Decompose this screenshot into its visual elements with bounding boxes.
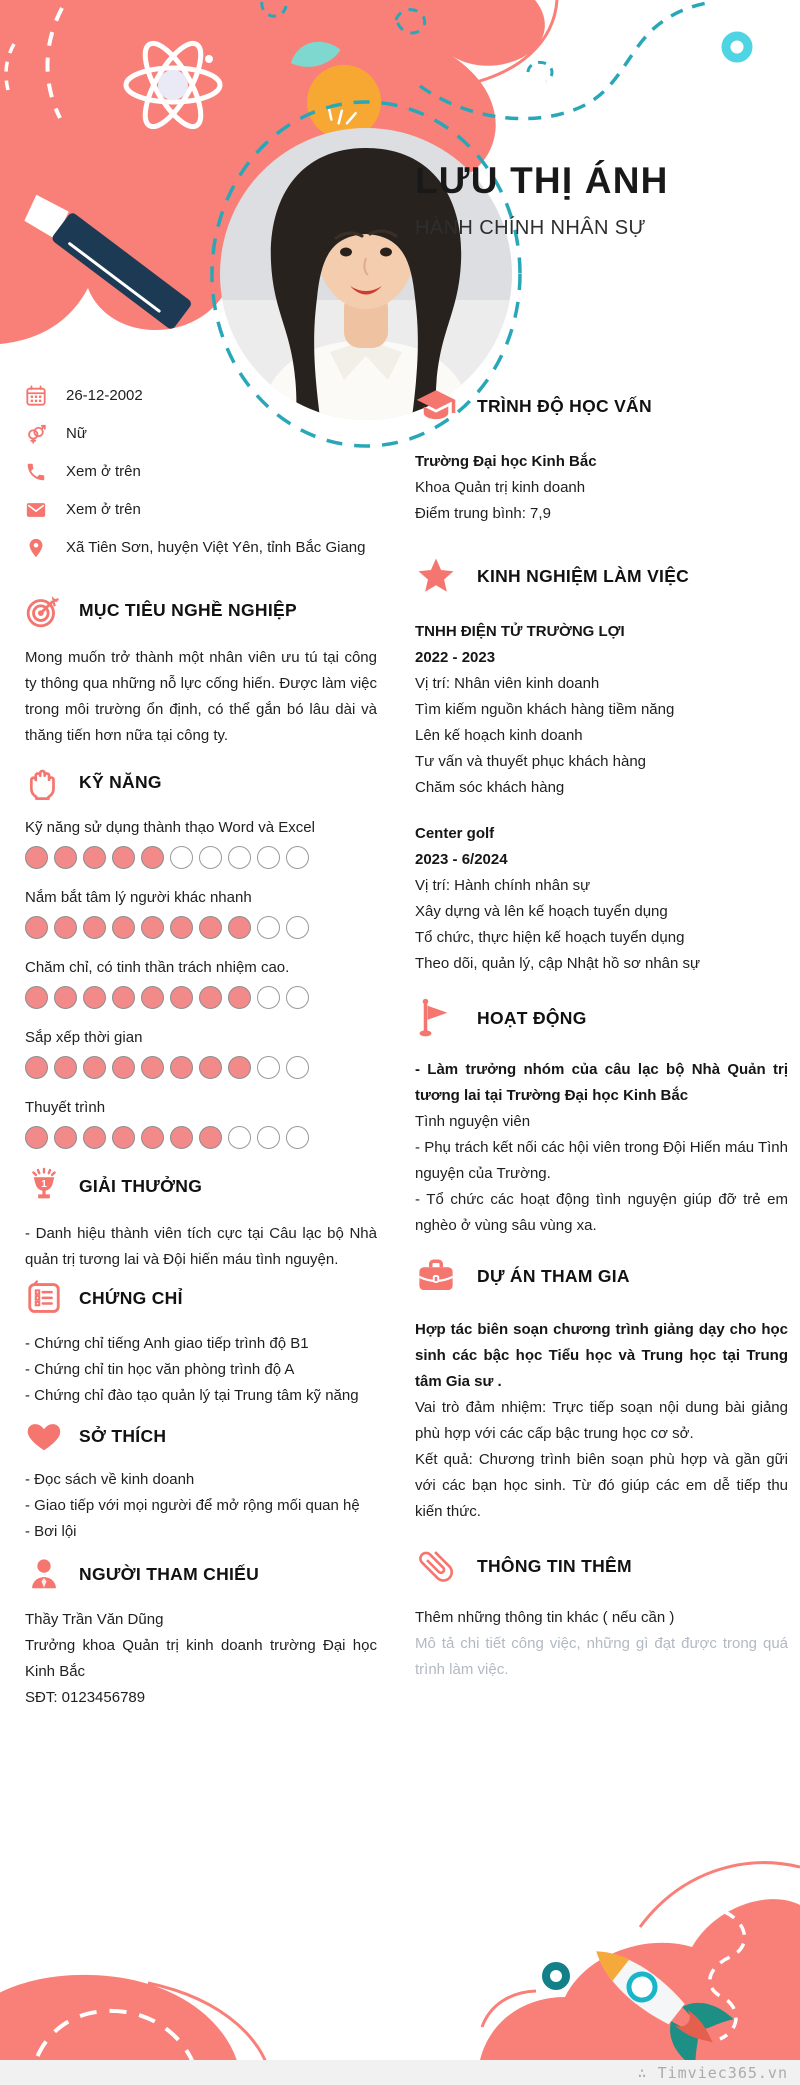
skill-dots-row	[25, 1056, 377, 1079]
candidate-job-title: HÀNH CHÍNH NHÂN SỰ	[415, 217, 646, 239]
skill-dot	[141, 916, 164, 939]
job-company: TNHH ĐIỆN TỬ TRƯỜNG LỢI	[415, 623, 625, 640]
skill-dot	[286, 1126, 309, 1149]
header-identity	[415, 160, 785, 240]
fist-icon	[25, 763, 63, 801]
activity-line: - Tổ chức các hoạt động tình nguyện giúp đỡ trẻ em nghèo ở vùng sâu vùng xa.	[415, 1191, 788, 1234]
job-company: Center golf	[415, 825, 495, 842]
skill-dots-row	[25, 916, 377, 939]
certificates-list	[25, 1331, 377, 1409]
job-duty: Chăm sóc khách hàng	[415, 779, 565, 796]
experience-job	[415, 619, 788, 801]
job-period: 2022 - 2023	[415, 649, 496, 666]
additional-note: Thêm những thông tin khác ( nếu cần )	[415, 1609, 675, 1626]
left-column	[25, 383, 377, 1711]
content-columns	[0, 383, 800, 1711]
skill-dot	[228, 986, 251, 1009]
email-icon	[25, 499, 47, 521]
contact-row-phone	[25, 459, 377, 485]
skill-dot	[112, 846, 135, 869]
site-watermark: ∴ Timviec365.vn	[637, 2063, 788, 2082]
certificate-item: - Chứng chỉ tin học văn phòng trình độ A	[25, 1361, 295, 1378]
skill-dot	[199, 846, 222, 869]
star-icon	[415, 555, 457, 597]
skill-dot	[112, 916, 135, 939]
skill-label: Thuyết trình	[25, 1099, 106, 1116]
skill-dot	[54, 986, 77, 1009]
skill-dot	[83, 1126, 106, 1149]
skill-dot	[54, 1056, 77, 1079]
skill-dot	[257, 1126, 280, 1149]
section-education-header	[415, 385, 788, 427]
skill-dot	[54, 916, 77, 939]
skill-item	[25, 1095, 377, 1149]
location-icon	[25, 537, 47, 559]
section-hobbies-title: SỞ THÍCH	[79, 1425, 167, 1446]
teal-donut-footer-icon	[546, 1966, 566, 1986]
teal-dash-loop-2	[528, 62, 552, 81]
section-additional-title: THÔNG TIN THÊM	[477, 1555, 632, 1576]
objective-text: Mong muốn trở thành một nhân viên ưu tú tại công ty thông qua những nỗ lực cống hiến. Được làm việc trong môi trường ổn định, có thể gắn bó lâu dài và thăng tiến hơn nữa tại công ty.	[25, 649, 377, 744]
skill-dot	[170, 846, 193, 869]
calendar-icon	[25, 385, 47, 407]
activities-lead: - Làm trưởng nhóm của câu lạc bộ Nhà Quản trị tương lai tại Trường Đại học Kinh Bắc	[415, 1061, 788, 1104]
activity-line: - Phụ trách kết nối các hội viên trong Đội Hiến máu Tình nguyện của Trường.	[415, 1139, 788, 1182]
job-duty: Vị trí: Hành chính nhân sự	[415, 877, 591, 894]
skill-label: Kỹ năng sử dụng thành thạo Word và Excel	[25, 819, 315, 836]
skill-dot	[228, 846, 251, 869]
section-awards-header	[25, 1167, 377, 1205]
skill-item	[25, 955, 377, 1009]
contact-row-email	[25, 497, 377, 523]
section-hobbies-header	[25, 1417, 377, 1455]
projects-lead: Hợp tác biên soạn chương trình giảng dạy cho học sinh các bậc học Tiểu học và Trung học tại Trung tâm Gia sư .	[415, 1321, 788, 1390]
section-experience-header	[415, 555, 788, 597]
job-duty: Xây dựng và lên kế hoạch tuyển dụng	[415, 903, 668, 920]
address-value: Xã Tiên Sơn, huyện Việt Yên, tỉnh Bắc Giang	[66, 539, 366, 556]
activity-line: Tình nguyện viên	[415, 1113, 531, 1130]
svg-text:1: 1	[41, 1178, 47, 1190]
job-duty: Tìm kiếm nguồn khách hàng tiềm năng	[415, 701, 675, 718]
additional-placeholder: Mô tả chi tiết công việc, những gì đạt được trong quá trình làm việc.	[415, 1635, 788, 1678]
certificate-item: - Chứng chỉ đào tạo quản lý tại Trung tâm kỹ năng	[25, 1387, 359, 1404]
section-references-header	[25, 1555, 377, 1593]
experience-job	[415, 821, 788, 977]
job-duty: Theo dõi, quản lý, cập Nhật hồ sơ nhân sự	[415, 955, 701, 972]
job-period: 2023 - 6/2024	[415, 851, 508, 868]
skill-dot	[170, 986, 193, 1009]
heart-icon	[25, 1417, 63, 1455]
job-duty: Tư vấn và thuyết phục khách hàng	[415, 753, 647, 770]
section-projects-header	[415, 1255, 788, 1297]
section-activities-title: HOẠT ĐỘNG	[477, 1007, 587, 1028]
skill-dot	[286, 986, 309, 1009]
section-references-title: NGƯỜI THAM CHIẾU	[79, 1563, 260, 1584]
skill-label: Chăm chỉ, có tinh thần trách nhiệm cao.	[25, 959, 290, 976]
skill-label: Sắp xếp thời gian	[25, 1029, 143, 1046]
reference-phone: SĐT: 0123456789	[25, 1689, 146, 1706]
trophy-icon	[25, 1167, 63, 1205]
section-skills-title: KỸ NĂNG	[79, 771, 162, 792]
skills-list	[25, 815, 377, 1149]
target-icon	[25, 591, 63, 629]
skill-dot	[257, 986, 280, 1009]
skill-dot	[25, 916, 48, 939]
skill-dot	[286, 846, 309, 869]
section-activities-header	[415, 997, 788, 1039]
skill-dot	[141, 1126, 164, 1149]
section-additional-header	[415, 1545, 788, 1587]
gender-icon	[25, 423, 47, 445]
skill-dot	[286, 1056, 309, 1079]
graduation-cap-icon	[415, 385, 457, 427]
skill-label: Nắm bắt tâm lý người khác nhanh	[25, 889, 252, 906]
paperclip-icon	[415, 1545, 457, 1587]
job-duty: Tổ chức, thực hiện kế hoạch tuyển dụng	[415, 929, 685, 946]
skill-dot	[228, 1126, 251, 1149]
skill-dot	[83, 916, 106, 939]
email-value: Xem ở trên	[66, 501, 141, 518]
section-skills-header	[25, 763, 377, 801]
skill-dot	[228, 1056, 251, 1079]
section-awards-title: GIẢI THƯỞNG	[79, 1175, 203, 1196]
skill-dot	[83, 1056, 106, 1079]
hobbies-list	[25, 1467, 377, 1545]
skill-item	[25, 885, 377, 939]
hobby-item: - Đọc sách về kinh doanh	[25, 1471, 195, 1488]
project-line: Vai trò đảm nhiệm: Trực tiếp soạn nội dung bài giảng phù hợp với các cấp bậc trung học cơ sở.	[415, 1399, 788, 1442]
footer-strip	[0, 2060, 800, 2085]
education-major: Khoa Quản trị kinh doanh	[415, 479, 586, 496]
job-duty: Vị trí: Nhân viên kinh doanh	[415, 675, 600, 692]
skill-dot	[170, 1056, 193, 1079]
hobby-item: - Giao tiếp với mọi người để mở rộng mối quan hệ	[25, 1497, 360, 1514]
section-education-title: TRÌNH ĐỘ HỌC VẤN	[477, 395, 652, 416]
contact-row-address	[25, 535, 377, 561]
certificate-icon	[25, 1279, 63, 1317]
hobby-item: - Bơi lội	[25, 1523, 77, 1540]
skill-dot	[25, 846, 48, 869]
section-certificates-title: CHỨNG CHỈ	[79, 1287, 183, 1308]
skill-item	[25, 1025, 377, 1079]
footer-decoration	[0, 1775, 800, 2085]
section-experience-title: KINH NGHIỆM LÀM VIỆC	[477, 565, 690, 586]
gender-value: Nữ	[66, 425, 87, 442]
skill-dots-row	[25, 846, 377, 869]
skill-dot	[199, 1056, 222, 1079]
section-objective-header	[25, 591, 377, 629]
skill-dot	[25, 986, 48, 1009]
education-school: Trường Đại học Kinh Bắc	[415, 453, 597, 470]
skill-dot	[286, 916, 309, 939]
birthday-value: 26-12-2002	[66, 387, 143, 404]
section-certificates-header	[25, 1279, 377, 1317]
skill-dot	[228, 916, 251, 939]
phone-icon	[25, 461, 47, 483]
contact-list	[25, 383, 377, 561]
contact-row-gender	[25, 421, 377, 447]
skill-dot	[141, 846, 164, 869]
references-block	[25, 1607, 377, 1711]
skill-dot	[83, 986, 106, 1009]
skill-dot	[170, 1126, 193, 1149]
job-duty: Lên kế hoạch kinh doanh	[415, 727, 583, 744]
reference-name: Thầy Trần Văn Dũng	[25, 1611, 164, 1628]
skill-dot	[83, 846, 106, 869]
skill-dot	[141, 986, 164, 1009]
skill-dot	[112, 986, 135, 1009]
skill-dot	[257, 846, 280, 869]
right-column	[415, 383, 788, 1711]
candidate-name: LƯU THỊ ÁNH	[415, 160, 669, 201]
skill-dots-row	[25, 1126, 377, 1149]
education-gpa: Điểm trung bình: 7,9	[415, 505, 551, 522]
skill-dot	[54, 1126, 77, 1149]
person-icon	[25, 1555, 63, 1593]
skill-dot	[25, 1056, 48, 1079]
skill-dot	[199, 986, 222, 1009]
phone-value: Xem ở trên	[66, 463, 141, 480]
skill-dot	[25, 1126, 48, 1149]
section-projects-title: DỰ ÁN THAM GIA	[477, 1265, 630, 1286]
skill-dot	[199, 916, 222, 939]
briefcase-icon	[415, 1255, 457, 1297]
skill-dot	[257, 1056, 280, 1079]
skill-dots-row	[25, 986, 377, 1009]
skill-dot	[170, 916, 193, 939]
certificate-item: - Chứng chỉ tiếng Anh giao tiếp trình độ B1	[25, 1335, 309, 1352]
awards-text: - Danh hiệu thành viên tích cực tại Câu lạc bộ Nhà quản trị tương lai và Đội hiến máu tình nguyện.	[25, 1225, 377, 1268]
contact-row-birthday	[25, 383, 377, 409]
skill-dot	[141, 1056, 164, 1079]
section-objective-title: MỤC TIÊU NGHỀ NGHIỆP	[79, 599, 297, 620]
skill-item	[25, 815, 377, 869]
skill-dot	[257, 916, 280, 939]
reference-position: Trưởng khoa Quản trị kinh doanh trường Đại học Kinh Bắc	[25, 1637, 377, 1680]
flag-icon	[415, 997, 457, 1039]
skill-dot	[199, 1126, 222, 1149]
skill-dot	[112, 1056, 135, 1079]
skill-dot	[54, 846, 77, 869]
teal-donut-icon	[726, 36, 748, 58]
project-line: Kết quả: Chương trình biên soạn phù hợp và gần gữi với các bạn học sinh. Từ đó giúp các em dễ tiếp thu kiến thức.	[415, 1451, 788, 1520]
skill-dot	[112, 1126, 135, 1149]
